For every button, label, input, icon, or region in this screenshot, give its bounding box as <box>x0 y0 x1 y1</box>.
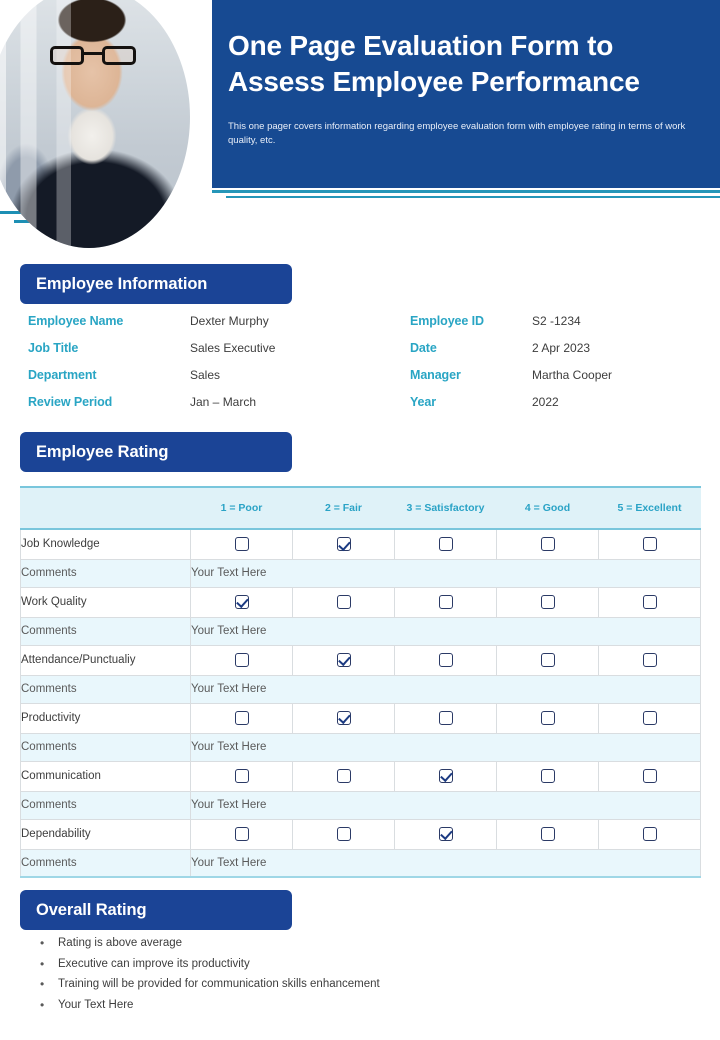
comments-row <box>21 559 701 587</box>
employee-rating-table <box>20 486 701 878</box>
unchecked-checkbox-icon[interactable] <box>643 827 657 841</box>
rating-cell-2[interactable] <box>293 761 395 791</box>
rating-cell-1[interactable] <box>191 529 293 559</box>
info-label-employee-name: Employee Name <box>28 314 124 328</box>
glasses-bridge <box>84 52 102 55</box>
unchecked-checkbox-icon[interactable] <box>541 827 555 841</box>
comments-label: Comments <box>21 617 191 645</box>
info-row-job-title <box>28 341 358 368</box>
unchecked-checkbox-icon[interactable] <box>643 769 657 783</box>
unchecked-checkbox-icon[interactable] <box>439 653 453 667</box>
glasses-right-lens <box>102 46 136 65</box>
rating-table-body <box>21 529 701 877</box>
rating-cell-1[interactable] <box>191 645 293 675</box>
rating-table-header-row <box>21 487 701 529</box>
unchecked-checkbox-icon[interactable] <box>337 595 351 609</box>
checked-checkbox-icon[interactable] <box>235 595 249 609</box>
page-subtitle: This one pager covers information regarding employee evaluation form with employee rating in terms of work quality, etc. <box>228 121 686 146</box>
comments-label: Comments <box>21 559 191 587</box>
unchecked-checkbox-icon[interactable] <box>235 711 249 725</box>
info-value-department: Sales <box>190 368 221 382</box>
rating-header-5-excellent: 5 = Excellent <box>599 487 701 529</box>
comments-input[interactable]: Your Text Here <box>191 559 701 587</box>
rating-cell-5[interactable] <box>599 529 701 559</box>
portrait-background-blur <box>0 0 190 248</box>
unchecked-checkbox-icon[interactable] <box>439 595 453 609</box>
table-row <box>21 587 701 617</box>
comments-label: Comments <box>21 733 191 761</box>
teal-divider-primary <box>212 190 720 193</box>
unchecked-checkbox-icon[interactable] <box>439 711 453 725</box>
rating-cell-5[interactable] <box>599 703 701 733</box>
unchecked-checkbox-icon[interactable] <box>643 653 657 667</box>
info-value-employee-id: S2 -1234 <box>532 314 581 328</box>
comments-input[interactable]: Your Text Here <box>191 733 701 761</box>
comments-row <box>21 791 701 819</box>
rating-cell-3[interactable] <box>395 587 497 617</box>
rating-cell-3[interactable] <box>395 703 497 733</box>
comments-row <box>21 849 701 877</box>
info-label-review-period: Review Period <box>28 395 113 409</box>
info-label-job-title: Job Title <box>28 341 79 355</box>
unchecked-checkbox-icon[interactable] <box>235 537 249 551</box>
rating-cell-1[interactable] <box>191 819 293 849</box>
rating-cell-1[interactable] <box>191 761 293 791</box>
info-value-job-title: Sales Executive <box>190 341 276 355</box>
unchecked-checkbox-icon[interactable] <box>643 537 657 551</box>
page-title: One Page Evaluation Form to Assess Employee Performance <box>228 30 640 97</box>
info-value-employee-name: Dexter Murphy <box>190 314 269 328</box>
checked-checkbox-icon[interactable] <box>337 537 351 551</box>
criterion-label: Attendance/Punctualiy <box>21 645 191 675</box>
rating-cell-5[interactable] <box>599 819 701 849</box>
rating-cell-4[interactable] <box>497 529 599 559</box>
list-item: • Your Text Here <box>36 1000 696 1012</box>
rating-cell-3[interactable] <box>395 529 497 559</box>
criterion-label: Productivity <box>21 703 191 733</box>
unchecked-checkbox-icon[interactable] <box>235 769 249 783</box>
checked-checkbox-icon[interactable] <box>439 769 453 783</box>
unchecked-checkbox-icon[interactable] <box>541 653 555 667</box>
info-row-employee-id <box>410 314 710 341</box>
rating-cell-3[interactable] <box>395 761 497 791</box>
unchecked-checkbox-icon[interactable] <box>541 769 555 783</box>
table-row <box>21 645 701 675</box>
rating-cell-1[interactable] <box>191 703 293 733</box>
criterion-label: Work Quality <box>21 587 191 617</box>
unchecked-checkbox-icon[interactable] <box>541 711 555 725</box>
rating-cell-4[interactable] <box>497 819 599 849</box>
list-item: • Rating is above average <box>36 938 696 950</box>
checked-checkbox-icon[interactable] <box>337 711 351 725</box>
employee-portrait-photo <box>0 0 190 248</box>
unchecked-checkbox-icon[interactable] <box>337 769 351 783</box>
section-header-employee-information: Employee Information <box>20 264 292 304</box>
info-row-employee-name <box>28 314 358 341</box>
info-row-manager <box>410 368 710 395</box>
rating-header-1-poor: 1 = Poor <box>191 487 293 529</box>
info-value-date: 2 Apr 2023 <box>532 341 591 355</box>
comments-input[interactable]: Your Text Here <box>191 675 701 703</box>
unchecked-checkbox-icon[interactable] <box>235 653 249 667</box>
overall-rating-bullet-list <box>36 938 696 1020</box>
info-value-year: 2022 <box>532 395 559 409</box>
rating-cell-4[interactable] <box>497 645 599 675</box>
rating-header-criterion <box>21 487 191 529</box>
info-label-employee-id: Employee ID <box>410 314 484 328</box>
criterion-label: Dependability <box>21 819 191 849</box>
table-row <box>21 761 701 791</box>
rating-cell-5[interactable] <box>599 587 701 617</box>
rating-header-2-fair: 2 = Fair <box>293 487 395 529</box>
info-label-year: Year <box>410 395 437 409</box>
unchecked-checkbox-icon[interactable] <box>643 711 657 725</box>
comments-input[interactable]: Your Text Here <box>191 617 701 645</box>
list-item: • Training will be provided for communication skills enhancement <box>36 979 696 991</box>
unchecked-checkbox-icon[interactable] <box>235 827 249 841</box>
comments-row <box>21 675 701 703</box>
employee-information-column-left <box>28 314 358 422</box>
table-row <box>21 819 701 849</box>
list-item: • Executive can improve its productivity <box>36 959 696 971</box>
info-label-manager: Manager <box>410 368 461 382</box>
unchecked-checkbox-icon[interactable] <box>541 537 555 551</box>
rating-cell-2[interactable] <box>293 645 395 675</box>
info-row-date <box>410 341 710 368</box>
section-header-overall-rating: Overall Rating <box>20 890 292 930</box>
rating-cell-3[interactable] <box>395 819 497 849</box>
teal-divider-secondary <box>226 196 720 198</box>
info-label-date: Date <box>410 341 437 355</box>
comments-row <box>21 617 701 645</box>
rating-cell-2[interactable] <box>293 587 395 617</box>
table-row <box>21 529 701 559</box>
info-label-department: Department <box>28 368 97 382</box>
info-value-review-period: Jan – March <box>190 395 257 409</box>
rating-header-3-satisfactory: 3 = Satisfactory <box>395 487 497 529</box>
info-value-manager: Martha Cooper <box>532 368 613 382</box>
checked-checkbox-icon[interactable] <box>337 653 351 667</box>
comments-label: Comments <box>21 675 191 703</box>
checked-checkbox-icon[interactable] <box>439 827 453 841</box>
unchecked-checkbox-icon[interactable] <box>337 827 351 841</box>
table-row <box>21 703 701 733</box>
rating-cell-5[interactable] <box>599 645 701 675</box>
employee-information-column-right <box>410 314 710 422</box>
rating-cell-4[interactable] <box>497 761 599 791</box>
criterion-label: Job Knowledge <box>21 529 191 559</box>
unchecked-checkbox-icon[interactable] <box>643 595 657 609</box>
info-row-year <box>410 395 710 422</box>
glasses-left-lens <box>50 46 84 65</box>
rating-cell-2[interactable] <box>293 529 395 559</box>
comments-row <box>21 733 701 761</box>
comments-label: Comments <box>21 849 191 877</box>
rating-cell-2[interactable] <box>293 819 395 849</box>
unchecked-checkbox-icon[interactable] <box>439 537 453 551</box>
rating-table-header <box>21 487 701 529</box>
rating-cell-1[interactable] <box>191 587 293 617</box>
rating-cell-4[interactable] <box>497 703 599 733</box>
glasses-icon <box>50 46 136 66</box>
section-header-employee-rating: Employee Rating <box>20 432 292 472</box>
comments-label: Comments <box>21 791 191 819</box>
info-row-department <box>28 368 358 395</box>
comments-input[interactable]: Your Text Here <box>191 791 701 819</box>
info-row-review-period <box>28 395 358 422</box>
comments-input[interactable]: Your Text Here <box>191 849 701 877</box>
rating-cell-2[interactable] <box>293 703 395 733</box>
unchecked-checkbox-icon[interactable] <box>541 595 555 609</box>
criterion-label: Communication <box>21 761 191 791</box>
rating-cell-4[interactable] <box>497 587 599 617</box>
rating-header-4-good: 4 = Good <box>497 487 599 529</box>
rating-cell-3[interactable] <box>395 645 497 675</box>
rating-cell-5[interactable] <box>599 761 701 791</box>
